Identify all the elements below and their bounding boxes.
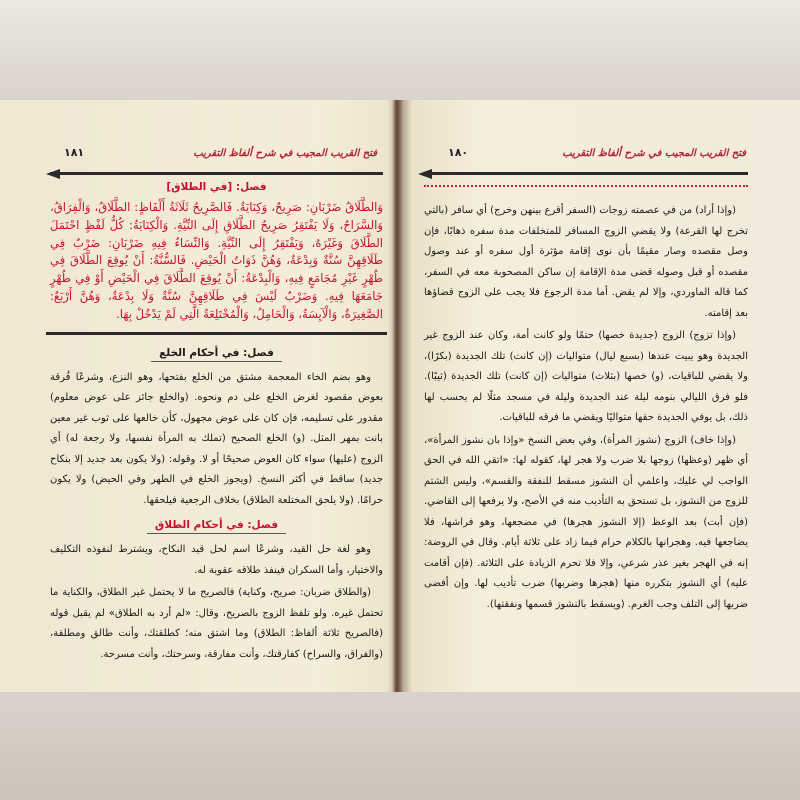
header-ornament-icon [46, 169, 60, 179]
backdrop-bottom [0, 690, 800, 800]
header-ornament-icon [418, 169, 432, 179]
khul-section-title: فصل: في أحكام الخلع [151, 347, 282, 362]
left-page [0, 100, 395, 692]
matn-section-title: فصل: [في الطلاق] [166, 181, 267, 193]
left-page-number: ١٨١ [64, 146, 85, 159]
left-page-header [50, 144, 383, 175]
left-running-title: فتح القريب المجيب في شرح ألفاظ التقريب [193, 148, 377, 159]
right-page [406, 100, 800, 692]
body-paragraph: (وإذا تزوج) الزوج (جديدة خصها) حتمًا ولو كانت أمة، وكان عند الزوج غير الجديدة وهو يبيت عندها (بسبع ليال) متواليات (إن كانت) تلك الجديدة (بكرًا)، ولا يقضي للباقيات، (و) خصها (بثلاث) متواليات (إن كانت) تلك الجديدة (ثيبًا). فلو فرق الليالي بنومه ليلة عند الجديدة وليلة في مسجد مثلًا لم يحسب لها ذلك، بل يوفي الجديدة حقها متواليًا ويقضي ما فرقه للباقيات. [424, 330, 748, 423]
body-paragraph: (والطلاق ضربان: صريح، وكناية) فالصريح ما لا يحتمل غير الطلاق، والكناية ما تحتمل غيره. ولو تلفظ الزوج بالصريح، وقال: «لم أرد به الطلاق» لم يقبل قوله (فالصريح ثلاثة ألفاظ: الطلاق) وما اشتق منه؛ كطلقتك، وأنت طالق ومطلقة، (والفراق، والسراح) كفارقتك، وأنت مفارقة، وسرحتك، وأنت مسرحة. [50, 587, 383, 660]
khul-section-body [50, 368, 383, 512]
talaq-section-title: فصل: في أحكام الطلاق [147, 519, 286, 534]
body-paragraph: وهو لغة حل القيد، وشرعًا اسم لحل قيد النكاح، ويشترط لنفوذه التكليف والاختيار، وأما السكران فينفذ طلاقه عقوبة له. [50, 544, 383, 576]
body-paragraph: وهو بضم الخاء المعجمة مشتق من الخلع بفتحها، وهو النزع، وشرعًا فُرقة بعوض مقصود لغرض الخلع على دم ونحوه. (والخلع جائز على عوض معلوم) مقدور على تسليمه، فإن كان على عوض مجهول، كأن خالعها على ثوب غير معين بانت بمهر المثل. (و) الخلع الصحيح (تملك به المرأة نفسها، ولا رجعة له) أي الزوج (عليها) سواء كان العوض صحيحًا أو لا. وقوله: (ولا يكون بعد جديد إلا بنكاح جديد) ساقط في أكثر النسخ. (ويجوز الخلع في الطهر وفي الحيض) ولا يكون حرامًا. (ولا يلحق المختلعة الطلاق) بخلاف الرجعية فيلحقها. [50, 371, 383, 506]
talaq-section-body [50, 540, 383, 665]
right-page-header [424, 144, 748, 175]
dotted-divider [424, 185, 748, 187]
right-page-number: ١٨٠ [448, 146, 469, 159]
body-paragraph: (وإذا خاف) الزوج (نشوز المرأة)، وفي بعض النسخ «وإذا بان نشوز المرأة»، أي ظهر (وعظها) زوجها بلا ضرب ولا هجر لها، كقوله لها: «اتقي الله في الحق الواجب لي عليك، واعلمي أن النشوز مسقط للنفقة والقسم»، وليس الشتم للزوج من النشوز، بل تستحق به التأديب منه في الأصح، ولا يرفعها إلى القاضي. (فإن أبت) بعد الوعظ (إلا النشوز هجرها) في مضجعها، وهو فراشها، فلا يضاجعها فيه. وهجرانها بالكلام حرام فيما زاد على ثلاثة أيام. وقال في الروضة: إنه في الهجر بغير عذر شرعي، وإلا فلا تحرم الزيادة على الثلاثة. (فإن أقامت عليه) أي النشوز بتكرره منها (هجرها وضربها) ضرب تأديب لها. وإن أفضى ضربها إلى التلف وجب الغرم. (ويسقط بالنشوز قسمها ونفقتها). [424, 434, 748, 610]
body-paragraph: (وإذا أراد) من في عصمته زوجات (السفر أقرع بينهن وخرج) أي سافر (بالتي تخرج لها القرعة) ولا يقضي الزوج المسافر للمتخلفات مدة سفره ذهابًا، فإن وصل مقصده وصار مقيمًا بأن نوى إقامة مؤثرة أول سفره أو عند وصول مقصده أو قبل وصوله قضى مدة الإقامة إن ساكن المصحوبة معه في السفر، كما قاله الماوردي، وإلا لم يقض. أما مدة الرجوع فلا يجب على الزوج قضاؤها بعد إقامته. [424, 205, 748, 319]
right-running-title: فتح القريب المجيب في شرح ألفاظ التقريب [562, 148, 746, 159]
section-divider [46, 332, 387, 335]
right-page-body [424, 201, 748, 615]
open-book [0, 100, 800, 692]
matn-text: وَالطَّلَاقُ ضَرْبَانِ: صَرِيحٌ، وَكِنَايَةٌ. فَالصَّرِيحُ ثَلَاثَةُ أَلْفَاظٍ: الطَّلَاقُ، وَالْفِرَاقُ، وَالسَّرَاحُ، وَلَا يَفْتَقِرُ صَرِيحُ الطَّلَاقِ إِلَى النِّيَّةِ. وَالْكِنَايَةُ: كُلُّ لَفْظٍ احْتَمَلَ الطَّلَاقَ وَغَيْرَهُ، وَيَفْتَقِرُ إِلَى النِّيَّةِ. وَالنِّسَاءُ فِيهِ ضَرْبَانِ: ضَرْبٌ فِي طَلَاقِهِنَّ سُنَّةٌ وَبِدْعَةٌ، وَهُنَّ ذَوَاتُ الْحَيْضِ. فَالسُّنَّةُ: أَنْ يُوقِعَ الطَّلَاقَ فِي طُهْرٍ غَيْرِ مُجَامَعٍ فِيهِ، وَالْبِدْعَةُ: أَنْ يُوقِعَ الطَّلَاقَ فِي الْحَيْضِ أَوْ فِي طُهْرٍ جَامَعَهَا فِيهِ. وَضَرْبٌ لَيْسَ فِي طَلَاقِهِنَّ سُنَّةٌ وَلَا بِدْعَةٌ، وَهُنَّ أَرْبَعٌ: الصَّغِيرَةُ، وَالْآيِسَةُ، وَالْحَامِلُ، وَالْمُخْتَلِعَةُ الَّتِي لَمْ يَدْخُلْ بِهَا. [50, 200, 383, 321]
backdrop-top [0, 0, 800, 100]
